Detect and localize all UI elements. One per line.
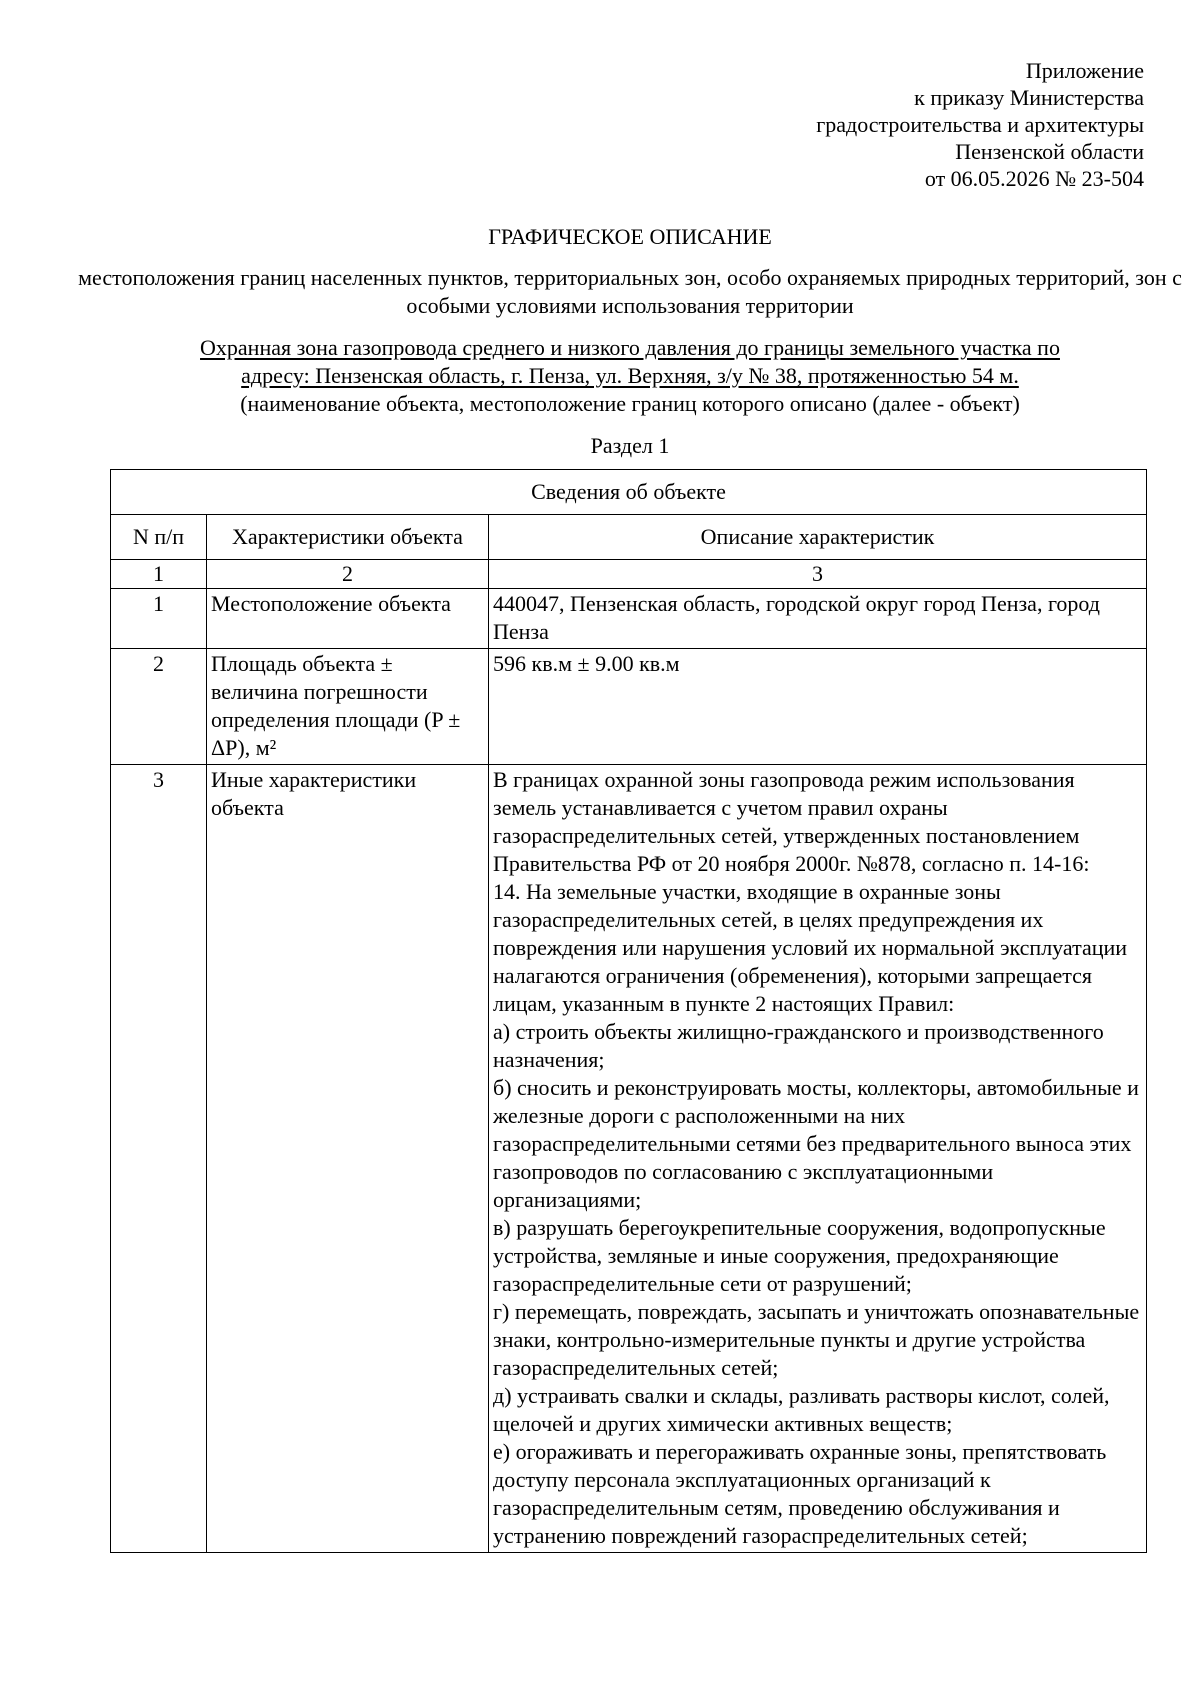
object-info-table	[110, 469, 1147, 1553]
object-name-caption: (наименование объекта, местоположение границ которого описано (далее - объект)	[240, 391, 1020, 416]
appendix-line: к приказу Министерства	[914, 85, 1144, 110]
column-index: 1	[111, 560, 207, 589]
table-row	[111, 589, 1147, 649]
object-name-block	[70, 334, 1190, 418]
column-index: 3	[489, 560, 1147, 589]
section-label: Раздел 1	[590, 433, 670, 458]
description-paragraph: 596 кв.м ± 9.00 кв.м	[493, 651, 680, 676]
description-paragraph: в) разрушать берегоукрепительные сооружения, водопропускные устройства, земляные и иные сооружения, предохраняющие газораспределительные сети от разрушений;	[493, 1215, 1106, 1296]
description-paragraph: е) огораживать и перегораживать охранные зоны, препятствовать доступу персонала эксплуатационных организаций к газораспределительным сетям, проведению обслуживания и устранению повреждений газораспределительных сетей;	[493, 1439, 1107, 1548]
header-characteristic: Характеристики объекта	[207, 515, 489, 560]
row-number: 2	[111, 649, 207, 765]
description-paragraph: 14. На земельные участки, входящие в охранные зоны газораспределительных сетей, в целях предупреждения их повреждения или нарушения условий их нормальной эксплуатации налагаются ограничения (обременения), которыми запрещается лицам, указанным в пункте 2 настоящих Правил:	[493, 879, 1128, 1016]
column-index-row	[111, 560, 1147, 589]
object-name-line: Охранная зона газопровода среднего и низкого давления до границы земельного участка по	[200, 335, 1060, 360]
row-characteristic: Иные характеристики объекта	[207, 765, 489, 1553]
appendix-block	[544, 57, 1144, 192]
document-subtitle: местоположения границ населенных пунктов, территориальных зон, особо охраняемых природных территорий, зон с особыми условиями использования территории	[78, 265, 1182, 318]
table-caption-row	[111, 470, 1147, 515]
row-description	[489, 589, 1147, 649]
description-paragraph: а) строить объекты жилищно-гражданского и производственного назначения;	[493, 1019, 1104, 1072]
row-description	[489, 649, 1147, 765]
appendix-line: Приложение	[1025, 58, 1144, 83]
description-paragraph: 440047, Пензенская область, городской округ город Пенза, город Пенза	[493, 591, 1100, 644]
table-row	[111, 649, 1147, 765]
table-header-row	[111, 515, 1147, 560]
appendix-line: Пензенской области	[955, 139, 1144, 164]
column-index: 2	[207, 560, 489, 589]
description-paragraph: г) перемещать, повреждать, засыпать и уничтожать опознавательные знаки, контрольно-измерительные пункты и другие устройства газораспределительных сетей;	[493, 1299, 1140, 1380]
appendix-order-date: от 06.05.2026 № 23-504	[924, 166, 1144, 191]
description-paragraph: д) устраивать свалки и склады, разливать растворы кислот, солей, щелочей и других химически активных веществ;	[493, 1383, 1110, 1436]
row-number: 1	[111, 589, 207, 649]
header-number: N п/п	[111, 515, 207, 560]
description-paragraph: В границах охранной зоны газопровода режим использования земель устанавливается с учетом правил охраны газораспределительных сетей, утвержденных постановлением Правительства РФ от 20 ноября 2000г. №878, согласно п. 14-16:	[493, 767, 1090, 876]
row-characteristic: Местоположение объекта	[207, 589, 489, 649]
row-characteristic: Площадь объекта ± величина погрешности определения площади (P ± ΔP), м²	[207, 649, 489, 765]
row-description	[489, 765, 1147, 1553]
appendix-line: градостроительства и архитектуры	[816, 112, 1144, 137]
document-title: ГРАФИЧЕСКОЕ ОПИСАНИЕ	[488, 224, 772, 249]
header-description: Описание характеристик	[489, 515, 1147, 560]
description-paragraph: б) сносить и реконструировать мосты, коллекторы, автомобильные и железные дороги с расположенными на них газораспределительными сетями без предварительного выноса этих газопроводов по согласованию с эксплуатационными организациями;	[493, 1075, 1139, 1212]
table-caption: Сведения об объекте	[111, 470, 1147, 515]
table-row	[111, 765, 1147, 1553]
object-name-line: адресу: Пензенская область, г. Пенза, ул. Верхняя, з/у № 38, протяженностью 54 м.	[241, 363, 1019, 388]
row-number: 3	[111, 765, 207, 1553]
